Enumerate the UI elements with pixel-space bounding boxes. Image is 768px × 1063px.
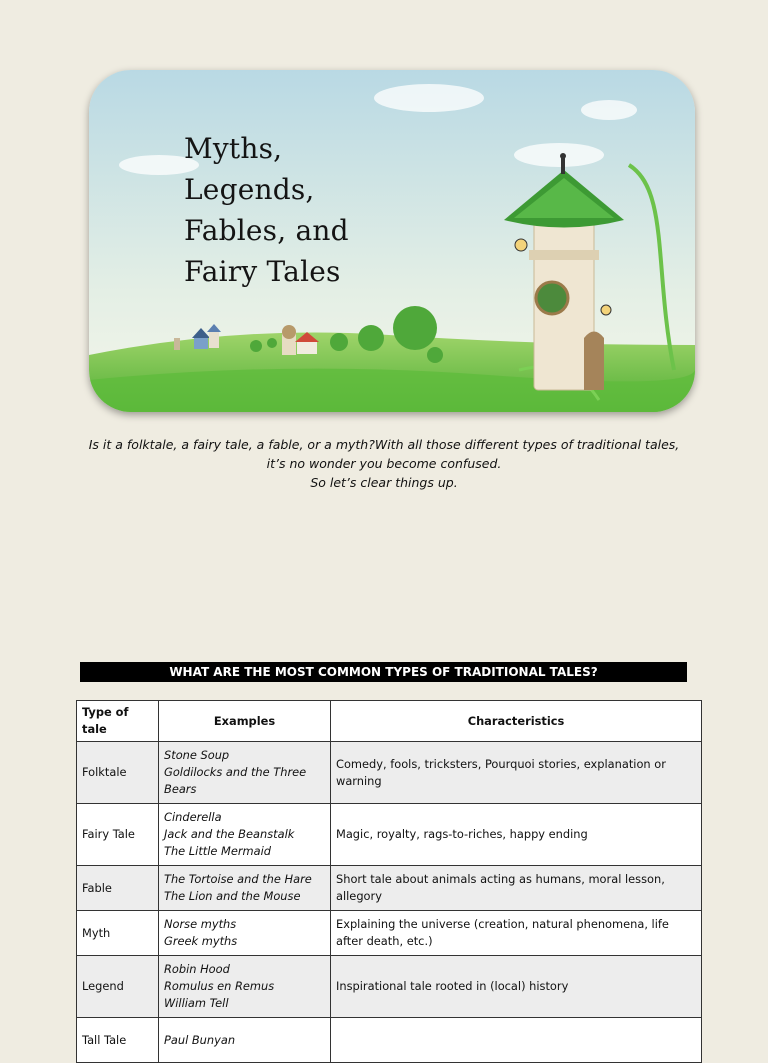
examples-cell — [159, 1018, 331, 1063]
examples-cell — [159, 956, 331, 1018]
example: Goldilocks and the Three — [164, 765, 307, 779]
example: William Tell — [164, 996, 229, 1010]
banner-illustration — [89, 70, 695, 412]
intro-line: Is it a folktale, a fairy tale, a fable, or a myth?With all those different types of traditional tales, — [88, 437, 680, 452]
banner-title — [184, 128, 349, 292]
intro-line: So let’s clear things up. — [310, 475, 458, 490]
type-cell: Legend — [77, 956, 159, 1018]
type-cell: Tall Tale — [77, 1018, 159, 1063]
title-line: Fairy Tales — [184, 255, 341, 288]
example: Cinderella — [164, 810, 222, 824]
table-row — [77, 804, 702, 866]
section-heading: WHAT ARE THE MOST COMMON TYPES OF TRADITIONAL TALES? — [80, 662, 687, 682]
characteristics-cell: Comedy, fools, tricksters, Pourquoi stories, explanation or warning — [331, 742, 702, 804]
type-cell: Fairy Tale — [77, 804, 159, 866]
example: Robin Hood — [164, 962, 230, 976]
title-line: Fables, and — [184, 214, 349, 247]
characteristics-cell: Inspirational tale rooted in (local) history — [331, 956, 702, 1018]
examples-cell — [159, 742, 331, 804]
type-cell: Myth — [77, 911, 159, 956]
example: Stone Soup — [164, 748, 230, 762]
example: Romulus en Remus — [164, 979, 275, 993]
examples-cell — [159, 911, 331, 956]
example: Bears — [164, 782, 197, 796]
header-type: Type of tale — [77, 701, 159, 742]
example: The Little Mermaid — [164, 844, 272, 858]
table-row — [77, 1018, 702, 1063]
title-banner — [89, 70, 695, 412]
example: Paul Bunyan — [164, 1032, 236, 1047]
title-line: Myths, — [184, 132, 283, 165]
table-header-row — [77, 701, 702, 742]
characteristics-cell: Short tale about animals acting as humans, moral lesson, allegory — [331, 866, 702, 911]
example: The Lion and the Mouse — [164, 889, 301, 903]
example: The Tortoise and the Hare — [164, 872, 312, 886]
characteristics-cell: Magic, royalty, rags-to-riches, happy ending — [331, 804, 702, 866]
header-examples: Examples — [159, 701, 331, 742]
intro-text — [40, 435, 728, 492]
title-line: Legends, — [184, 173, 315, 206]
characteristics-cell: Explaining the universe (creation, natural phenomena, life after death, etc.) — [331, 911, 702, 956]
table-row — [77, 956, 702, 1018]
example: Norse myths — [164, 917, 237, 931]
tales-table — [76, 700, 702, 1063]
table-row — [77, 742, 702, 804]
examples-cell — [159, 866, 331, 911]
intro-line: it’s no wonder you become confused. — [266, 456, 502, 471]
example: Jack and the Beanstalk — [164, 827, 295, 841]
type-cell: Folktale — [77, 742, 159, 804]
header-characteristics: Characteristics — [331, 701, 702, 742]
type-cell: Fable — [77, 866, 159, 911]
table-row — [77, 911, 702, 956]
characteristics-cell — [331, 1018, 702, 1063]
table-row — [77, 866, 702, 911]
example: Greek myths — [164, 934, 238, 948]
examples-cell — [159, 804, 331, 866]
